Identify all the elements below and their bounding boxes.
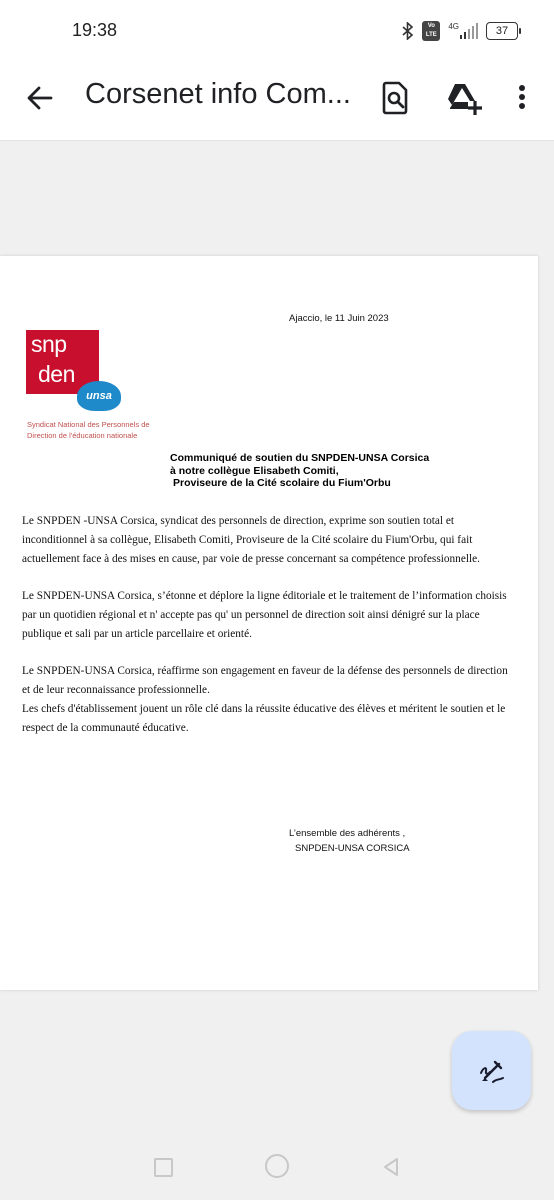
add-to-drive-button[interactable]: [444, 81, 482, 117]
logo-text-snp: snp: [31, 331, 67, 357]
more-vert-icon: [512, 81, 532, 117]
find-in-page-button[interactable]: [380, 80, 412, 116]
heading-line: Proviseure de la Cité scolaire du Fium'Orbu: [173, 477, 391, 489]
battery-icon: 37: [486, 22, 518, 40]
body-paragraph: Le SNPDEN -UNSA Corsica, syndicat des personnels de direction, exprime son soutien total et inconditionnel à sa collègue, Elisabeth Comiti, Proviseure de la Cité scolaire du Fium'Orbu, qui fait actuellement face à des mises en cause, par voie de presse concernant sa compétence professionnelle.: [22, 515, 480, 565]
add-to-drive-icon: [444, 81, 482, 117]
arrow-back-icon: [22, 80, 58, 116]
signal-strength-icon: [460, 23, 478, 39]
sign-document-button[interactable]: [452, 1031, 531, 1110]
document-title: Corsenet info Com...: [85, 78, 351, 110]
document-date: Ajaccio, le 11 Juin 2023: [289, 313, 389, 324]
find-in-page-icon: [380, 80, 412, 116]
status-time: 19:38: [72, 20, 118, 40]
more-options-button[interactable]: [512, 81, 532, 117]
edit-signature-icon: [477, 1056, 507, 1086]
app-bar: [0, 62, 554, 141]
status-bar: [0, 0, 554, 62]
logo-text-den: den: [38, 361, 75, 387]
heading-line: Communiqué de soutien du SNPDEN-UNSA Corsica: [170, 452, 430, 464]
network-type-label: 4G: [448, 22, 459, 31]
signature-line: L’ensemble des adhérents ,: [289, 828, 406, 839]
unsa-badge: unsa: [77, 381, 121, 411]
volte-icon: [422, 21, 440, 41]
document-body: [22, 512, 512, 756]
nav-back-button[interactable]: [382, 1157, 400, 1177]
volte-top-label: Vo: [427, 23, 435, 29]
recent-apps-button[interactable]: [154, 1158, 173, 1177]
document-page[interactable]: [0, 256, 538, 990]
logo-caption: [27, 419, 157, 441]
body-paragraph: Les chefs d'établissement jouent un rôle clé dans la réussite éducative des élèves et méritent le soutien et le respect de la communauté éducative.: [22, 703, 506, 734]
heading-line: à notre collègue Elisabeth Comiti,: [170, 464, 339, 477]
body-paragraph: Le SNPDEN-UNSA Corsica, réaffirme son engagement en faveur de la défense des personnels de direction et de leur reconnaissance professionnelle.: [22, 665, 508, 696]
logo-caption-line: Direction de l'éducation nationale: [27, 431, 138, 440]
bluetooth-icon: [402, 22, 414, 40]
document-signature: [289, 826, 410, 856]
home-button[interactable]: [265, 1154, 289, 1178]
volte-bottom-label: LTE: [425, 32, 437, 38]
network-indicator: [448, 23, 478, 39]
signature-line: SNPDEN-UNSA CORSICA: [295, 843, 410, 854]
document-heading: [170, 452, 490, 490]
back-triangle-icon: [382, 1157, 400, 1177]
status-icons: [402, 20, 518, 42]
body-paragraph: Le SNPDEN-UNSA Corsica, s’étonne et déplore la ligne éditoriale et le traitement de l’information choisis par un quotidien régional et n' accepte pas qu' un personnel de direction soit ainsi dénigré sur la place publique et sali par un article parcellaire et orienté.: [22, 590, 507, 640]
back-button[interactable]: [22, 80, 58, 116]
logo-caption-line: Syndicat National des Personnels de: [27, 420, 150, 429]
